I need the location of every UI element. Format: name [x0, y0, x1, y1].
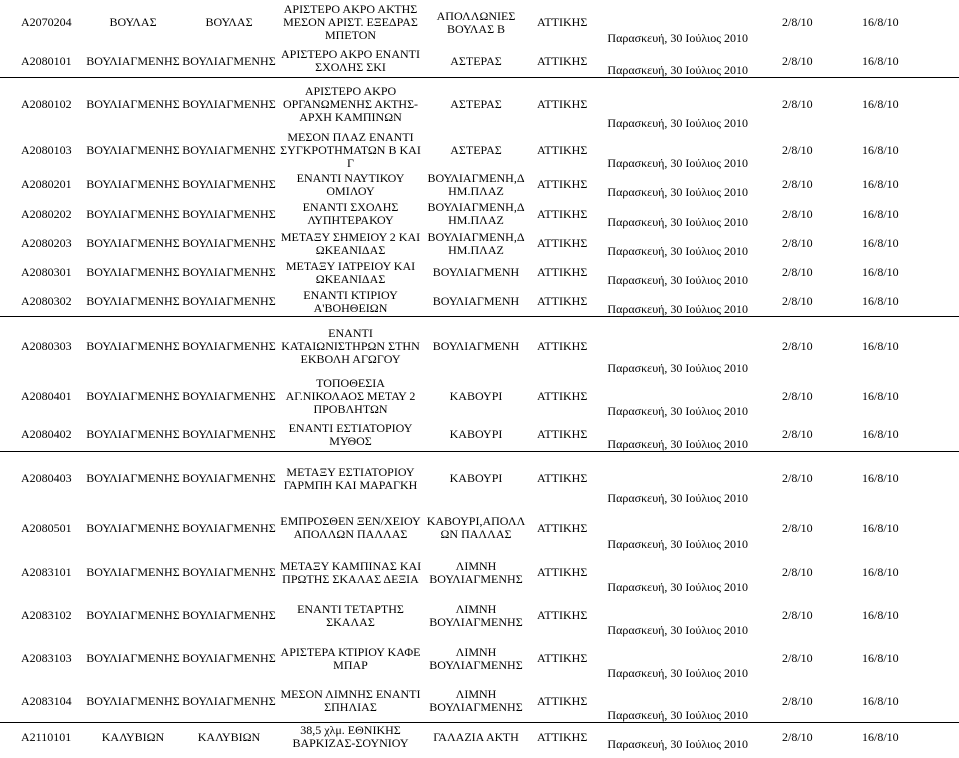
municipality-cell: ΒΟΥΛΙΑΓΜΕΝΗΣ — [86, 693, 180, 708]
end-date-cell: 16/8/10 — [862, 53, 899, 68]
municipality-cell: ΒΟΥΛΙΑΓΜΕΝΗΣ — [86, 265, 180, 279]
table-row — [0, 199, 959, 229]
beach-area-cell: ΒΟΥΛΙΑΓΜΕΝΗ — [432, 294, 520, 308]
table-row — [0, 45, 959, 78]
table-row — [0, 452, 959, 505]
location-description-cell: ΑΡΙΣΤΕΡΟ ΑΚΡΟ ΕΝΑΝΤΙ ΣΧΟΛΗΣ ΣΚΙ — [281, 47, 420, 74]
municipality-cell: ΒΟΥΛΙΑΓΜΕΝΗΣ — [86, 294, 180, 308]
report-date-cell: Παρασκευή, 30 Ιούλιος 2010 — [607, 437, 748, 451]
prefecture-cell: ΑΤΤΙΚΗΣ — [537, 177, 588, 191]
beach-area-cell: ΓΑΛΑΖΙΑ ΑΚΤΗ — [433, 729, 519, 744]
report-date-cell: Παρασκευή, 30 Ιούλιος 2010 — [607, 404, 748, 418]
prefecture-cell: ΑΤΤΙΚΗΣ — [537, 693, 588, 708]
municipality-cell: ΒΟΥΛΙΑΓΜΕΝΗΣ — [86, 651, 180, 665]
start-date-cell: 2/8/10 — [782, 142, 813, 157]
end-date-cell: 16/8/10 — [862, 206, 899, 221]
end-date-cell: 16/8/10 — [862, 427, 899, 441]
beach-area-cell: ΒΟΥΛΙΑΓΜΕΝΗ,Δ ΗΜ.ΠΛΑΖ — [427, 200, 525, 227]
start-date-cell: 2/8/10 — [782, 53, 813, 68]
report-date-cell: Παρασκευή, 30 Ιούλιος 2010 — [607, 361, 748, 375]
municipality-dup-cell: ΒΟΥΛΙΑΓΜΕΝΗΣ — [182, 236, 276, 250]
station-code-cell: A2080201 — [21, 177, 72, 191]
location-description-cell: ΜΕΤΑΞΥ ΕΣΤΙΑΤΟΡΙΟΥ ΓΑΡΜΠΗ ΚΑΙ ΜΑΡΑΓΚΗ — [283, 464, 418, 492]
start-date-cell: 2/8/10 — [782, 338, 813, 353]
municipality-cell: ΒΟΥΛΙΑΓΜΕΝΗΣ — [86, 338, 180, 353]
beach-area-cell: ΒΟΥΛΙΑΓΜΕΝΗ,Δ ΗΜ.ΠΛΑΖ — [427, 229, 525, 257]
location-description-cell: ΜΕΣΟΝ ΛΙΜΝΗΣ ΕΝΑΝΤΙ ΣΠΗΛΙΑΣ — [280, 687, 421, 714]
location-description-cell: ΑΡΙΣΤΕΡΟ ΑΚΡΟ ΑΚΤΗΣ ΜΕΣΟΝ ΑΡΙΣΤ. ΕΞΕΔΡΑΣ ΜΠΕΤΟΝ — [283, 2, 418, 42]
table-row — [0, 505, 959, 551]
report-date-cell: Παρασκευή, 30 Ιούλιος 2010 — [607, 537, 748, 551]
municipality-cell: ΒΟΥΛΙΑΓΜΕΝΗΣ — [86, 389, 180, 403]
municipality-cell: ΒΟΥΛΑΣ — [109, 15, 157, 29]
municipality-cell: ΒΟΥΛΙΑΓΜΕΝΗΣ — [86, 142, 180, 157]
location-description-cell: ΜΕΤΑΞΥ ΣΗΜΕΙΟΥ 2 ΚΑΙ ΩΚΕΑΝΙΔΑΣ — [280, 229, 421, 257]
report-date-cell: Παρασκευή, 30 Ιούλιος 2010 — [607, 273, 748, 287]
municipality-dup-cell: ΒΟΥΛΙΑΓΜΕΝΗΣ — [182, 338, 276, 353]
prefecture-cell: ΑΤΤΙΚΗΣ — [537, 729, 588, 744]
table-row — [0, 229, 959, 258]
start-date-cell: 2/8/10 — [782, 206, 813, 221]
municipality-cell: ΒΟΥΛΙΑΓΜΕΝΗΣ — [86, 96, 180, 111]
end-date-cell: 16/8/10 — [862, 520, 899, 535]
table-row — [0, 287, 959, 317]
location-description-cell: ΜΕΤΑΞΥ ΚΑΜΠΙΝΑΣ ΚΑΙ ΠΡΩΤΗΣ ΣΚΑΛΑΣ ΔΕΞΙΑ — [279, 558, 422, 586]
beach-area-cell: ΑΣΤΕΡΑΣ — [450, 96, 502, 111]
station-code-cell: A2083102 — [21, 608, 72, 622]
beach-area-cell: ΚΑΒΟΥΡΙ — [449, 389, 503, 403]
start-date-cell: 2/8/10 — [782, 565, 813, 579]
report-date-cell: Παρασκευή, 30 Ιούλιος 2010 — [607, 580, 748, 594]
prefecture-cell: ΑΤΤΙΚΗΣ — [537, 651, 588, 665]
start-date-cell: 2/8/10 — [782, 96, 813, 111]
municipality-dup-cell: ΒΟΥΛΙΑΓΜΕΝΗΣ — [182, 96, 276, 111]
report-date-cell: Παρασκευή, 30 Ιούλιος 2010 — [607, 244, 748, 258]
prefecture-cell: ΑΤΤΙΚΗΣ — [537, 53, 588, 68]
end-date-cell: 16/8/10 — [862, 389, 899, 403]
station-code-cell: A2080501 — [21, 520, 72, 535]
beach-area-cell: ΒΟΥΛΙΑΓΜΕΝΗ — [432, 265, 520, 279]
municipality-dup-cell: ΒΟΥΛΙΑΓΜΕΝΗΣ — [182, 177, 276, 191]
municipality-cell: ΒΟΥΛΙΑΓΜΕΝΗΣ — [86, 236, 180, 250]
location-description-cell: ΜΕΣΟΝ ΠΛΑΖ ΕΝΑΝΤΙ ΣΥΓΚΡΟΤΗΜΑΤΩΝ Β ΚΑΙ Γ — [280, 129, 421, 170]
start-date-cell: 2/8/10 — [782, 236, 813, 250]
location-description-cell: ΜΕΤΑΞΥ ΙΑΤΡΕΙΟΥ ΚΑΙ ΩΚΕΑΝΙΔΑΣ — [285, 258, 416, 286]
table-row — [0, 258, 959, 287]
municipality-dup-cell: ΒΟΥΛΙΑΓΜΕΝΗΣ — [182, 565, 276, 579]
report-date-cell: Παρασκευή, 30 Ιούλιος 2010 — [607, 737, 748, 751]
report-date-cell: Παρασκευή, 30 Ιούλιος 2010 — [607, 63, 748, 77]
location-description-cell: ΤΟΠΟΘΕΣΙΑ ΑΓ.ΝΙΚΟΛΑΟΣ ΜΕΤΑΥ 2 ΠΡΟΒΛΗΤΩΝ — [285, 376, 416, 416]
table-row — [0, 594, 959, 637]
station-code-cell: A2080403 — [21, 471, 72, 485]
station-code-cell: A2080401 — [21, 389, 72, 403]
table-row — [0, 78, 959, 130]
location-description-cell: ΕΝΑΝΤΙ ΝΑΥΤΙΚΟΥ ΟΜΙΛΟΥ — [296, 170, 405, 198]
station-code-cell: A2080202 — [21, 206, 72, 221]
station-code-cell: A2080402 — [21, 427, 72, 441]
prefecture-cell: ΑΤΤΙΚΗΣ — [537, 565, 588, 579]
prefecture-cell: ΑΤΤΙΚΗΣ — [537, 294, 588, 308]
station-code-cell: A2070204 — [21, 15, 72, 29]
start-date-cell: 2/8/10 — [782, 427, 813, 441]
start-date-cell: 2/8/10 — [782, 729, 813, 744]
table-row — [0, 317, 959, 375]
municipality-dup-cell: ΒΟΥΛΙΑΓΜΕΝΗΣ — [182, 389, 276, 403]
table-row — [0, 0, 959, 45]
table-row — [0, 418, 959, 452]
prefecture-cell: ΑΤΤΙΚΗΣ — [537, 389, 588, 403]
municipality-dup-cell: ΒΟΥΛΙΑΓΜΕΝΗΣ — [182, 471, 276, 485]
end-date-cell: 16/8/10 — [862, 651, 899, 665]
table-row — [0, 130, 959, 170]
beach-area-cell: ΚΑΒΟΥΡΙ,ΑΠΟΛΛ ΩΝ ΠΑΛΛΑΣ — [426, 514, 526, 541]
report-date-cell: Παρασκευή, 30 Ιούλιος 2010 — [607, 185, 748, 199]
station-code-cell: A2080103 — [21, 142, 72, 157]
beach-area-cell: ΑΠΟΛΛΩΝΙΕΣ ΒΟΥΛΑΣ Β — [436, 8, 516, 36]
station-code-cell: A2080102 — [21, 96, 72, 111]
municipality-dup-cell: ΒΟΥΛΙΑΓΜΕΝΗΣ — [182, 265, 276, 279]
station-code-cell: A2080303 — [21, 338, 72, 353]
report-date-cell: Παρασκευή, 30 Ιούλιος 2010 — [607, 708, 748, 722]
start-date-cell: 2/8/10 — [782, 651, 813, 665]
beach-area-cell: ΛΙΜΝΗ ΒΟΥΛΙΑΓΜΕΝΗΣ — [429, 601, 523, 629]
prefecture-cell: ΑΤΤΙΚΗΣ — [537, 15, 588, 29]
end-date-cell: 16/8/10 — [862, 96, 899, 111]
beach-area-cell: ΚΑΒΟΥΡΙ — [449, 427, 503, 441]
start-date-cell: 2/8/10 — [782, 693, 813, 708]
table-row — [0, 680, 959, 723]
location-description-cell: ΕΝΑΝΤΙ ΣΧΟΛΗΣ ΛΥΠΗΤΕΡΑΚΟΥ — [302, 200, 399, 227]
municipality-dup-cell: ΚΑΛΥΒΙΩΝ — [197, 729, 261, 744]
report-date-cell: Παρασκευή, 30 Ιούλιος 2010 — [607, 302, 748, 316]
station-code-cell: A2110101 — [21, 729, 72, 744]
end-date-cell: 16/8/10 — [862, 693, 899, 708]
municipality-dup-cell: ΒΟΥΛΙΑΓΜΕΝΗΣ — [182, 427, 276, 441]
beach-area-cell: ΚΑΒΟΥΡΙ — [449, 471, 503, 485]
municipality-cell: ΚΑΛΥΒΙΩΝ — [101, 729, 165, 744]
location-description-cell: ΕΝΑΝΤΙ ΚΤΙΡΙΟΥ Α'ΒΟΗΘΕΙΩΝ — [303, 287, 398, 315]
prefecture-cell: ΑΤΤΙΚΗΣ — [537, 236, 588, 250]
location-description-cell: ΕΝΑΝΤΙ ΚΑΤΑΙΩΝΙΣΤΗΡΩΝ ΣΤΗΝ ΕΚΒΟΛΗ ΑΓΩΓΟΥ — [281, 325, 420, 366]
prefecture-cell: ΑΤΤΙΚΗΣ — [537, 608, 588, 622]
table-row — [0, 637, 959, 680]
start-date-cell: 2/8/10 — [782, 15, 813, 29]
municipality-cell: ΒΟΥΛΙΑΓΜΕΝΗΣ — [86, 565, 180, 579]
municipality-dup-cell: ΒΟΥΛΙΑΓΜΕΝΗΣ — [182, 53, 276, 68]
location-description-cell: ΕΝΑΝΤΙ ΤΕΤΑΡΤΗΣ ΣΚΑΛΑΣ — [297, 601, 404, 629]
end-date-cell: 16/8/10 — [862, 608, 899, 622]
location-description-cell: ΕΝΑΝΤΙ ΕΣΤΙΑΤΟΡΙΟΥ ΜΥΘΟΣ — [288, 420, 413, 448]
beach-area-cell: ΛΙΜΝΗ ΒΟΥΛΙΑΓΜΕΝΗΣ — [429, 687, 523, 714]
municipality-dup-cell: ΒΟΥΛΙΑΓΜΕΝΗΣ — [182, 142, 276, 157]
prefecture-cell: ΑΤΤΙΚΗΣ — [537, 427, 588, 441]
beach-area-cell: ΒΟΥΛΙΑΓΜΕΝΗ,Δ ΗΜ.ΠΛΑΖ — [427, 170, 525, 198]
end-date-cell: 16/8/10 — [862, 15, 899, 29]
report-date-cell: Παρασκευή, 30 Ιούλιος 2010 — [607, 491, 748, 505]
end-date-cell: 16/8/10 — [862, 471, 899, 485]
start-date-cell: 2/8/10 — [782, 265, 813, 279]
start-date-cell: 2/8/10 — [782, 471, 813, 485]
beach-area-cell: ΛΙΜΝΗ ΒΟΥΛΙΑΓΜΕΝΗΣ — [429, 644, 523, 672]
municipality-cell: ΒΟΥΛΙΑΓΜΕΝΗΣ — [86, 53, 180, 68]
report-date-cell: Παρασκευή, 30 Ιούλιος 2010 — [607, 156, 748, 170]
location-description-cell: 38,5 χλμ. ΕΘΝΙΚΗΣ ΒΑΡΚΙΖΑΣ-ΣΟΥΝΙΟΥ — [292, 723, 409, 750]
station-code-cell: A2080101 — [21, 53, 72, 68]
end-date-cell: 16/8/10 — [862, 294, 899, 308]
prefecture-cell: ΑΤΤΙΚΗΣ — [537, 471, 588, 485]
municipality-dup-cell: ΒΟΥΛΙΑΓΜΕΝΗΣ — [182, 651, 276, 665]
station-code-cell: A2080203 — [21, 236, 72, 250]
table-row — [0, 170, 959, 199]
table-row — [0, 723, 959, 751]
report-date-cell: Παρασκευή, 30 Ιούλιος 2010 — [607, 666, 748, 680]
municipality-cell: ΒΟΥΛΙΑΓΜΕΝΗΣ — [86, 471, 180, 485]
municipality-cell: ΒΟΥΛΙΑΓΜΕΝΗΣ — [86, 177, 180, 191]
municipality-dup-cell: ΒΟΥΛΙΑΓΜΕΝΗΣ — [182, 693, 276, 708]
start-date-cell: 2/8/10 — [782, 389, 813, 403]
end-date-cell: 16/8/10 — [862, 729, 899, 744]
end-date-cell: 16/8/10 — [862, 142, 899, 157]
report-date-cell: Παρασκευή, 30 Ιούλιος 2010 — [607, 31, 748, 45]
report-date-cell: Παρασκευή, 30 Ιούλιος 2010 — [607, 215, 748, 229]
beach-area-cell: ΛΙΜΝΗ ΒΟΥΛΙΑΓΜΕΝΗΣ — [429, 558, 523, 586]
end-date-cell: 16/8/10 — [862, 265, 899, 279]
municipality-dup-cell: ΒΟΥΛΙΑΓΜΕΝΗΣ — [182, 608, 276, 622]
station-code-cell: A2083101 — [21, 565, 72, 579]
table-row — [0, 375, 959, 418]
prefecture-cell: ΑΤΤΙΚΗΣ — [537, 265, 588, 279]
prefecture-cell: ΑΤΤΙΚΗΣ — [537, 142, 588, 157]
location-description-cell: ΕΜΠΡΟΣΘΕΝ ΞΕΝ/ΧΕΙΟΥ ΑΠΟΛΛΩΝ ΠΑΛΛΑΣ — [280, 514, 421, 541]
end-date-cell: 16/8/10 — [862, 565, 899, 579]
location-description-cell: ΑΡΙΣΤΕΡΑ ΚΤΙΡΙΟΥ ΚΑΦΕ ΜΠΑΡ — [280, 644, 421, 672]
municipality-dup-cell: ΒΟΥΛΙΑΓΜΕΝΗΣ — [182, 294, 276, 308]
beach-area-cell: ΑΣΤΕΡΑΣ — [450, 53, 502, 68]
beach-area-cell: ΑΣΤΕΡΑΣ — [450, 142, 502, 157]
prefecture-cell: ΑΤΤΙΚΗΣ — [537, 206, 588, 221]
report-date-cell: Παρασκευή, 30 Ιούλιος 2010 — [607, 623, 748, 637]
prefecture-cell: ΑΤΤΙΚΗΣ — [537, 338, 588, 353]
location-description-cell: ΑΡΙΣΤΕΡΟ ΑΚΡΟ ΟΡΓΑΝΩΜΕΝΗΣ ΑΚΤΗΣ- ΑΡΧΗ ΚΑΜΠΙΝΩΝ — [282, 83, 419, 124]
station-code-cell: A2083104 — [21, 693, 72, 708]
municipality-cell: ΒΟΥΛΙΑΓΜΕΝΗΣ — [86, 427, 180, 441]
municipality-cell: ΒΟΥΛΙΑΓΜΕΝΗΣ — [86, 520, 180, 535]
municipality-cell: ΒΟΥΛΙΑΓΜΕΝΗΣ — [86, 206, 180, 221]
prefecture-cell: ΑΤΤΙΚΗΣ — [537, 520, 588, 535]
end-date-cell: 16/8/10 — [862, 177, 899, 191]
station-code-cell: A2080302 — [21, 294, 72, 308]
start-date-cell: 2/8/10 — [782, 294, 813, 308]
station-code-cell: A2080301 — [21, 265, 72, 279]
start-date-cell: 2/8/10 — [782, 608, 813, 622]
start-date-cell: 2/8/10 — [782, 520, 813, 535]
station-code-cell: A2083103 — [21, 651, 72, 665]
municipality-cell: ΒΟΥΛΙΑΓΜΕΝΗΣ — [86, 608, 180, 622]
municipality-dup-cell: ΒΟΥΛΙΑΓΜΕΝΗΣ — [182, 206, 276, 221]
municipality-dup-cell: ΒΟΥΛΙΑΓΜΕΝΗΣ — [182, 520, 276, 535]
prefecture-cell: ΑΤΤΙΚΗΣ — [537, 96, 588, 111]
table-row — [0, 551, 959, 594]
beach-area-cell: ΒΟΥΛΙΑΓΜΕΝΗ — [432, 338, 520, 353]
start-date-cell: 2/8/10 — [782, 177, 813, 191]
end-date-cell: 16/8/10 — [862, 338, 899, 353]
report-date-cell: Παρασκευή, 30 Ιούλιος 2010 — [607, 116, 748, 130]
municipality-dup-cell: ΒΟΥΛΑΣ — [205, 15, 253, 29]
end-date-cell: 16/8/10 — [862, 236, 899, 250]
